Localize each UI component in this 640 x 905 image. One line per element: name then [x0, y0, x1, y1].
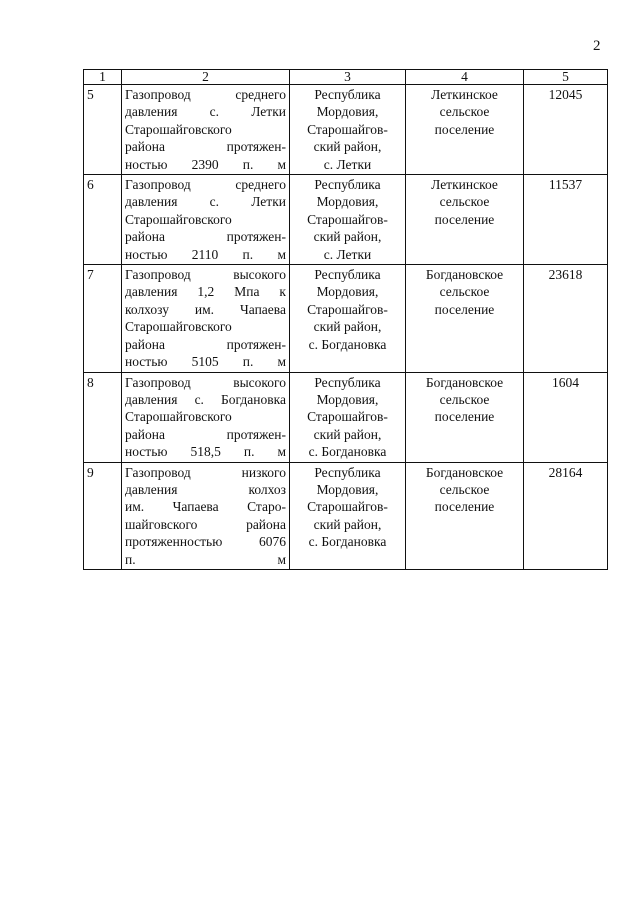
location-line: с. Богдановка — [308, 336, 387, 352]
location-line: с. Богдановка — [308, 534, 387, 550]
word: высокого — [233, 374, 286, 390]
location-line: Старошайгов- — [307, 301, 388, 317]
location-line: Мордовия, — [316, 104, 379, 120]
description-line — [125, 266, 286, 283]
description-line: Старошайговского — [125, 121, 232, 137]
value-cell: 11537 — [524, 175, 608, 265]
word: Газопровод — [125, 87, 191, 102]
location-line: Республика — [314, 177, 381, 193]
word: давления — [125, 481, 178, 497]
table-row — [84, 175, 608, 265]
value-cell: 1604 — [524, 372, 608, 462]
description-cell — [122, 175, 290, 265]
word: низкого — [241, 464, 286, 480]
location-line: Республика — [314, 87, 381, 102]
word: колхозу — [125, 301, 169, 317]
settlement-cell — [406, 175, 524, 265]
word: района — [125, 139, 165, 155]
description-line — [125, 301, 286, 318]
description-line: Старошайговского — [125, 319, 232, 335]
word: Газопровод — [125, 374, 191, 390]
value-cell: 12045 — [524, 85, 608, 175]
row-number-cell: 7 — [84, 265, 122, 372]
settlement-line: сельское — [439, 194, 490, 210]
word: района — [125, 229, 165, 245]
table-row — [84, 265, 608, 372]
settlement-line: Богдановское — [425, 374, 504, 390]
settlement-line: Леткинское — [431, 87, 498, 102]
description-line: Старошайговского — [125, 211, 232, 227]
word: района — [246, 516, 286, 532]
description-line — [125, 193, 286, 210]
description-line: Старошайговского — [125, 409, 232, 425]
location-line: ский район, — [313, 319, 382, 335]
description-line — [125, 426, 286, 443]
location-line: Республика — [314, 374, 381, 390]
location-cell — [290, 265, 406, 372]
word: Газопровод — [125, 177, 191, 193]
word: к — [279, 284, 286, 300]
word: протяжен- — [226, 336, 286, 352]
location-line: Мордовия, — [316, 391, 379, 407]
description-line — [125, 498, 286, 515]
word: с. — [194, 391, 204, 407]
description-line: ностью 518,5 п. м — [125, 444, 286, 460]
word: Чапаева — [172, 499, 219, 515]
word: Чапаева — [240, 301, 286, 317]
description-line — [125, 391, 286, 408]
word: протяжен- — [226, 139, 286, 155]
description-cell — [122, 462, 290, 569]
row-number-cell: 6 — [84, 175, 122, 265]
word: 6076 — [259, 534, 286, 550]
location-line: Республика — [314, 267, 381, 283]
word: им. — [194, 301, 215, 317]
word: давления — [125, 194, 178, 210]
table-header-row — [84, 70, 608, 85]
description-line — [125, 336, 286, 353]
word: района — [125, 336, 165, 352]
location-cell — [290, 372, 406, 462]
word: с. — [209, 194, 220, 210]
location-line: ский район, — [313, 229, 382, 245]
settlement-line: сельское — [439, 104, 490, 120]
header-cell-2: 2 — [122, 70, 290, 85]
table-row — [84, 462, 608, 569]
description-line: ностью 2390 п. м — [125, 156, 286, 172]
value-cell: 28164 — [524, 462, 608, 569]
word: Летки — [251, 194, 286, 210]
word: среднего — [235, 87, 286, 102]
description-line — [125, 138, 286, 155]
location-line: ский район, — [313, 426, 382, 442]
description-line — [125, 86, 286, 103]
word: колхоз — [248, 481, 286, 497]
location-line: Мордовия, — [316, 194, 379, 210]
word: с. — [209, 104, 220, 120]
location-cell — [290, 462, 406, 569]
location-line: Мордовия, — [316, 284, 379, 300]
description-line — [125, 228, 286, 245]
word: давления — [125, 104, 178, 120]
settlement-line: поселение — [434, 409, 495, 425]
table-row — [84, 85, 608, 175]
settlement-line: поселение — [434, 121, 495, 137]
location-line: Старошайгов- — [307, 121, 388, 137]
word: Газопровод — [125, 464, 191, 480]
word: 1,2 — [197, 284, 215, 300]
row-number-cell: 5 — [84, 85, 122, 175]
settlement-line: Богдановское — [425, 267, 504, 283]
word: протяжен- — [226, 426, 286, 442]
description-cell — [122, 265, 290, 372]
word: Старо- — [247, 499, 286, 515]
settlement-line: сельское — [439, 284, 490, 300]
description-line: ностью 2110 п. м — [125, 246, 286, 262]
header-cell-5: 5 — [524, 70, 608, 85]
description-cell — [122, 85, 290, 175]
header-cell-1: 1 — [84, 70, 122, 85]
location-line: Старошайгов- — [307, 499, 388, 515]
location-cell — [290, 175, 406, 265]
word: Газопровод — [125, 267, 191, 283]
word: давления — [125, 284, 178, 300]
location-line: Республика — [314, 464, 381, 480]
word: района — [125, 426, 165, 442]
description-line — [125, 516, 286, 533]
row-number-cell: 9 — [84, 462, 122, 569]
settlement-line: поселение — [434, 211, 495, 227]
settlement-cell — [406, 372, 524, 462]
table-row — [84, 372, 608, 462]
settlement-cell — [406, 85, 524, 175]
location-line: с. Летки — [323, 156, 372, 172]
word: шайговского — [125, 516, 198, 532]
row-number-cell: 8 — [84, 372, 122, 462]
settlement-line: сельское — [439, 481, 490, 497]
location-line: Старошайгов- — [307, 409, 388, 425]
description-line — [125, 374, 286, 391]
description-line: ностью 5105 п. м — [125, 354, 286, 370]
location-line: с. Богдановка — [308, 444, 387, 460]
page-number: 2 — [593, 38, 601, 54]
location-line: Старошайгов- — [307, 211, 388, 227]
word: им. — [125, 499, 145, 515]
settlement-line: поселение — [434, 301, 495, 317]
word: протяжен- — [226, 229, 286, 245]
location-line: ский район, — [313, 139, 382, 155]
settlement-cell — [406, 462, 524, 569]
word: Богдановка — [221, 391, 286, 407]
settlement-cell — [406, 265, 524, 372]
location-cell — [290, 85, 406, 175]
description-line — [125, 464, 286, 481]
description-cell — [122, 372, 290, 462]
word: протяженностью — [125, 534, 223, 550]
header-cell-4: 4 — [406, 70, 524, 85]
word: Летки — [251, 104, 286, 120]
word: высокого — [233, 267, 286, 283]
description-line — [125, 481, 286, 498]
header-cell-3: 3 — [290, 70, 406, 85]
description-line — [125, 283, 286, 300]
value-cell: 23618 — [524, 265, 608, 372]
property-table — [83, 69, 608, 570]
word: среднего — [235, 177, 286, 193]
description-line — [125, 176, 286, 193]
location-line: ский район, — [313, 516, 382, 532]
word: Мпа — [234, 284, 260, 300]
table-body — [84, 70, 608, 570]
description-line: п. м — [125, 551, 286, 567]
settlement-line: поселение — [434, 499, 495, 515]
location-line: с. Летки — [323, 246, 372, 262]
description-line — [125, 533, 286, 550]
settlement-line: сельское — [439, 391, 490, 407]
location-line: Мордовия, — [316, 481, 379, 497]
word: давления — [125, 391, 178, 407]
settlement-line: Леткинское — [431, 177, 498, 193]
description-line — [125, 103, 286, 120]
settlement-line: Богдановское — [425, 464, 504, 480]
